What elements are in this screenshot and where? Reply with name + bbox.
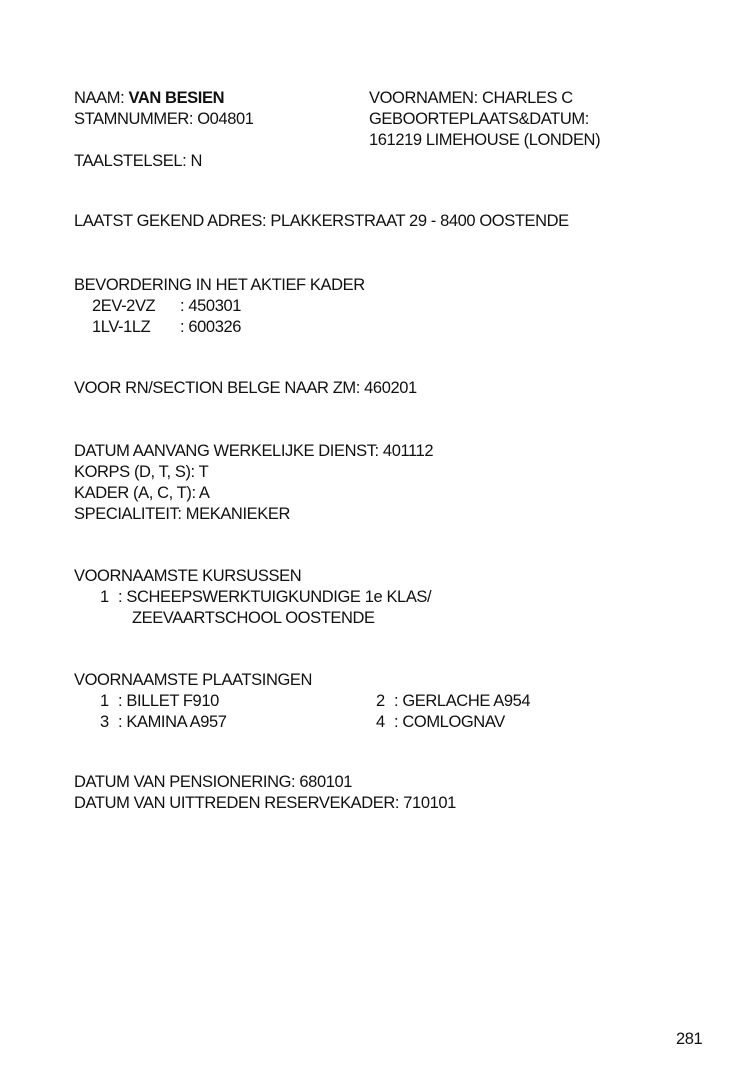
bevordering-date-1: : 450301 [180, 297, 242, 315]
plaatsing-num-4: 4 [376, 713, 385, 731]
geboorte-label: GEBOORTEPLAATS&DATUM: [369, 110, 589, 128]
kursussen-title: VOORNAAMSTE KURSUSSEN [74, 567, 302, 585]
plaatsing-text-4: : COMLOGNAV [394, 713, 505, 731]
voornamen: VOORNAMEN: CHARLES C [369, 89, 573, 107]
plaatsing-text-3: : KAMINA A957 [118, 713, 227, 731]
kursus-num-1: 1 [100, 588, 109, 606]
plaatsingen-title: VOORNAAMSTE PLAATSINGEN [74, 671, 313, 689]
pensionering: DATUM VAN PENSIONERING: 680101 [74, 773, 353, 791]
plaatsing-text-1: : BILLET F910 [118, 692, 219, 710]
plaatsing-num-2: 2 [376, 692, 385, 710]
bevordering-title: BEVORDERING IN HET AKTIEF KADER [74, 276, 365, 294]
naam-value: VAN BESIEN [128, 89, 225, 107]
plaatsing-num-3: 3 [100, 713, 109, 731]
korps: KORPS (D, T, S): T [74, 463, 209, 481]
plaatsing-text-2: : GERLACHE A954 [394, 692, 531, 710]
plaatsing-num-1: 1 [100, 692, 109, 710]
specialiteit: SPECIALITEIT: MEKANIEKER [74, 505, 290, 523]
geboorte-value: 161219 LIMEHOUSE (LONDEN) [369, 131, 601, 149]
kursus-text-1: : SCHEEPSWERKTUIGKUNDIGE 1e KLAS/ [118, 588, 432, 606]
kursus-text-1-cont: ZEEVAARTSCHOOL OOSTENDE [132, 609, 375, 627]
naam-line [74, 88, 224, 109]
page-number: 281 [676, 1030, 703, 1048]
dienst-aanvang: DATUM AANVANG WERKELIJKE DIENST: 401112 [74, 442, 434, 460]
kader: KADER (A, C, T): A [74, 484, 210, 502]
uittreden-reservekader: DATUM VAN UITTREDEN RESERVEKADER: 710101 [74, 794, 456, 812]
bevordering-rank-2: 1LV-1LZ [92, 318, 151, 336]
stamnummer: STAMNUMMER: O04801 [74, 110, 254, 128]
bevordering-rank-1: 2EV-2VZ [92, 297, 156, 315]
taalstelsel: TAALSTELSEL: N [74, 152, 202, 170]
adres: LAATST GEKEND ADRES: PLAKKERSTRAAT 29 - 8400 OOSTENDE [74, 212, 569, 230]
naam-label: NAAM: [74, 89, 125, 107]
rn-section: VOOR RN/SECTION BELGE NAAR ZM: 460201 [74, 379, 417, 397]
bevordering-date-2: : 600326 [180, 318, 242, 336]
